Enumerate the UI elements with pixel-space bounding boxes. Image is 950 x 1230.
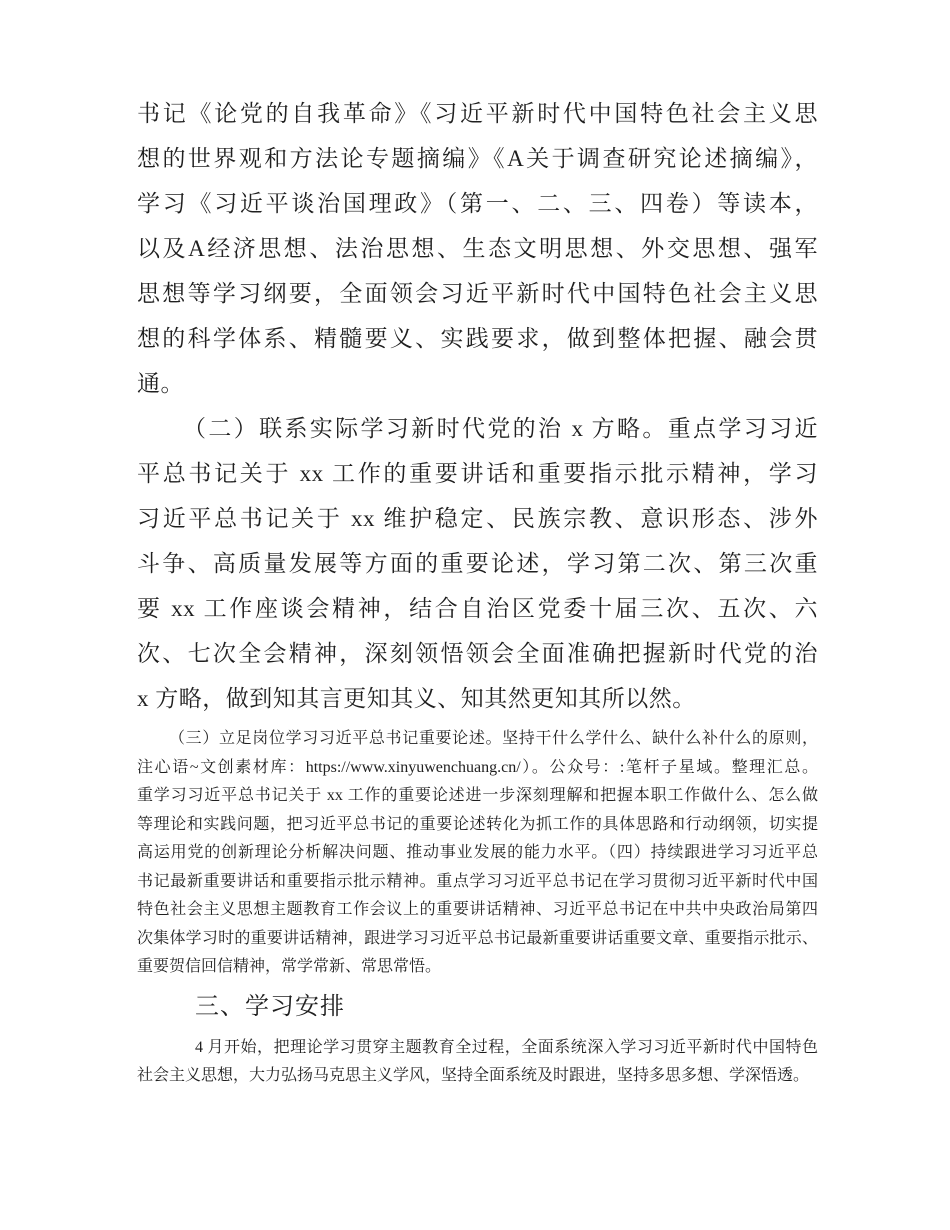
section-heading-study-arrangement: 三、学习安排 (195, 993, 345, 1020)
text-line: 习近平总书记关于 xx 维护稳定、民族宗教、意识形态、涉外 (137, 506, 818, 531)
paragraph-continuation (137, 91, 818, 406)
text-line: 4 月开始，把理论学习贯穿主题教育全过程，全面系统深入学习习近平新时代中国特色 (195, 1038, 818, 1056)
text-line: 社会主义思想，大力弘扬马克思主义学风，坚持全面系统及时跟进，坚持多思多想、学深悟透。 (137, 1067, 810, 1084)
text-line: 等理论和实践问题，把习近平总书记的重要论述转化为抓工作的具体思路和行动纲领，切实提 (137, 815, 818, 833)
text-line: 通。 (137, 371, 184, 396)
text-line: 注心语~文创素材库：https://www.xinyuwenchuang.cn/）。公众号：:笔杆子星域。整理汇总。 (137, 758, 818, 776)
text-line: 思想等学习纲要，全面领会习近平新时代中国特色社会主义思 (137, 281, 818, 306)
paragraph-item-two (137, 406, 818, 721)
text-line: （二）联系实际学习新时代党的治 x 方略。重点学习习近 (183, 416, 818, 441)
text-line: 重学习习近平总书记关于 xx 工作的重要论述进一步深刻理解和把握本职工作做什么、怎么做 (137, 787, 818, 804)
text-line: 次集体学习时的重要讲话精神，跟进学习习近平总书记最新重要讲话重要文章、重要指示批示、 (137, 929, 818, 947)
paragraph-study-arrangement (137, 1034, 818, 1091)
text-line: 想的世界观和方法论专题摘编》《A关于调查研究论述摘编》， (137, 146, 818, 171)
text-line: 想的科学体系、精髓要义、实践要求，做到整体把握、融会贯 (137, 326, 818, 351)
text-line: 书记最新重要讲话和重要指示批示精神。重点学习习近平总书记在学习贯彻习近平新时代中国 (137, 872, 818, 890)
text-line: 斗争、高质量发展等方面的重要论述，学习第二次、第三次重 (137, 551, 818, 576)
text-line: 特色社会主义思想主题教育工作会议上的重要讲话精神、习近平总书记在中共中央政治局第四 (137, 901, 818, 918)
text-line: 平总书记关于 xx 工作的重要讲话和重要指示批示精神，学习 (137, 461, 818, 486)
text-line: （三）立足岗位学习习近平总书记重要论述。坚持干什么学什么、缺什么补什么的原则， (169, 730, 818, 747)
text-line: 次、七次全会精神，深刻领悟领会全面准确把握新时代党的治 (137, 641, 818, 666)
paragraph-item-three-four (137, 725, 818, 982)
text-line: 书记《论党的自我革命》《习近平新时代中国特色社会主义思 (137, 101, 818, 126)
text-line: x 方略，做到知其言更知其义、知其然更知其所以然。 (137, 686, 696, 711)
text-line: 要 xx 工作座谈会精神，结合自治区党委十届三次、五次、六 (137, 596, 818, 621)
text-line: 以及A经济思想、法治思想、生态文明思想、外交思想、强军 (137, 236, 818, 261)
text-line: 学习《习近平谈治国理政》（第一、二、三、四卷）等读本， (137, 191, 818, 216)
document-content (137, 91, 818, 1091)
text-line: 高运用党的创新理论分析解决问题、推动事业发展的能力水平。（四）持续跟进学习习近平总 (137, 844, 818, 861)
text-line: 重要贺信回信精神，常学常新、常思常悟。 (137, 958, 442, 975)
